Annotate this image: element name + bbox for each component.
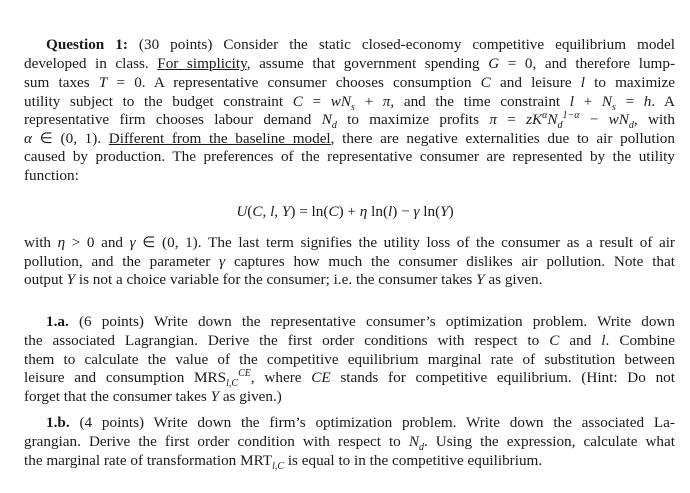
text-segment: s <box>612 102 616 114</box>
text-segment: d <box>418 442 424 454</box>
text-line <box>24 55 675 73</box>
math-symbol: η <box>359 203 368 220</box>
text-segment: d <box>628 120 634 132</box>
text-segment: forget that the consumer takes <box>24 388 211 405</box>
text-line <box>24 234 675 252</box>
math-symbol: α <box>24 130 32 147</box>
text-segment: ln( <box>419 203 441 220</box>
text-line <box>24 109 675 132</box>
text-line <box>24 74 675 92</box>
math-symbol: π <box>489 111 497 128</box>
text-line <box>24 130 675 148</box>
text-segment: ) = ln( <box>290 203 329 220</box>
math-symbol: l <box>569 93 575 110</box>
text-line <box>46 36 675 54</box>
text-line <box>46 414 675 432</box>
text-segment: with <box>24 234 58 251</box>
text-segment: function: <box>24 167 79 184</box>
math-symbol: Y <box>476 271 485 288</box>
text-segment: and leisure <box>490 74 581 91</box>
math-symbol: h <box>643 93 652 110</box>
text-segment: pollution, and the parameter <box>24 253 220 270</box>
math-symbol: C <box>328 203 339 220</box>
text-line <box>24 271 675 289</box>
math-symbol: N <box>321 111 332 128</box>
text-segment: , and the time constraint <box>390 93 570 110</box>
math-symbol: γ <box>219 253 226 270</box>
math-symbol: l <box>601 332 606 349</box>
text-segment: CE <box>238 367 251 379</box>
text-segment: ∈ (0, 1). <box>31 130 109 147</box>
text-segment: to maximize profits <box>336 111 490 128</box>
math-symbol: γ <box>413 203 420 220</box>
text-segment: leisure and consumption MRS <box>24 369 227 386</box>
text-segment: + <box>354 93 383 110</box>
text-line <box>24 167 675 185</box>
text-segment: > 0 and <box>65 234 130 251</box>
text-segment: = <box>302 93 331 110</box>
math-symbol: CE <box>311 369 331 386</box>
text-segment: d <box>557 120 563 132</box>
text-segment: , with <box>633 111 675 128</box>
text-line <box>24 332 675 350</box>
text-line <box>46 313 675 331</box>
math-symbol: G <box>488 55 500 72</box>
math-symbol: C <box>480 74 491 91</box>
math-symbol: Y <box>66 271 76 288</box>
math-symbol: C <box>292 93 303 110</box>
text-segment: (6 points) Write down the representative consumer’s optimization problem. Write down <box>68 313 675 330</box>
math-symbol: wN <box>608 111 629 128</box>
text-segment: l,C <box>226 378 239 390</box>
text-segment: as given.) <box>219 388 282 405</box>
text-segment: ln( <box>367 203 389 220</box>
text-line <box>24 388 675 406</box>
text-segment: − <box>579 111 609 128</box>
math-symbol: N <box>601 93 613 110</box>
text-line <box>24 367 675 390</box>
text-segment: the associated Lagrangian. Derive the first order conditions with respect to <box>24 332 550 349</box>
section-label: 1.b. <box>46 414 70 431</box>
text-segment: to maximize <box>584 74 675 91</box>
text-segment: . A <box>651 93 675 110</box>
text-segment: 1−α <box>562 109 580 121</box>
text-segment: = <box>615 93 644 110</box>
math-symbol: T <box>98 74 108 91</box>
math-symbol: U <box>236 203 248 220</box>
text-segment: . Using the expression, calculate what <box>423 433 675 450</box>
text-segment: s <box>351 102 355 114</box>
text-segment: (4 points) Write down the firm’s optimization problem. Write down the associated La- <box>69 414 675 431</box>
underlined-text: For simplicity <box>157 55 247 72</box>
math-symbol: C, l, Y <box>252 203 291 220</box>
text-segment: ) <box>448 203 454 220</box>
text-line <box>24 93 675 114</box>
math-symbol: wN <box>330 93 352 110</box>
utility-equation <box>0 203 690 221</box>
text-segment: is equal to in the competitive equilibrium. <box>284 452 543 469</box>
text-segment: ) − <box>392 203 414 220</box>
text-line <box>24 253 675 271</box>
math-symbol: C <box>549 332 560 349</box>
text-segment: = 0, and therefore lump- <box>499 55 675 72</box>
math-symbol: π <box>382 93 391 110</box>
text-segment: = <box>496 111 527 128</box>
text-segment: developed in class. <box>24 55 158 72</box>
section-label: Question 1: <box>46 36 128 53</box>
math-symbol: l <box>388 203 393 220</box>
text-segment: output <box>24 271 67 288</box>
text-segment: utility subject to the budget constraint <box>24 93 293 110</box>
text-segment: stands for competitive equilibrium. (Hint: Do not <box>330 369 675 386</box>
text-segment: ) + <box>338 203 360 220</box>
text-line <box>24 351 675 369</box>
text-segment: caused by production. The preferences of the representative consumer are represented by the utility <box>24 148 675 165</box>
text-segment: . Combine <box>605 332 675 349</box>
math-symbol: N <box>547 111 558 128</box>
text-segment: ( <box>247 203 253 220</box>
text-segment: ∈ (0, 1). The last term signifies the utility loss of the consumer as a result of air <box>135 234 675 251</box>
text-line <box>24 148 675 166</box>
text-line <box>24 452 675 473</box>
math-symbol: l <box>580 74 585 91</box>
math-symbol: N <box>408 433 419 450</box>
text-segment: l,C <box>272 461 285 473</box>
section-label: 1.a. <box>46 313 69 330</box>
math-symbol: zK <box>526 111 543 128</box>
text-segment: representative firm chooses labour demand <box>24 111 322 128</box>
text-segment: , there are negative externalities due to air pollution <box>330 130 675 147</box>
math-symbol: Y <box>210 388 220 405</box>
math-symbol: Y <box>440 203 449 220</box>
math-symbol: γ <box>129 234 136 251</box>
text-segment: , where <box>250 369 312 386</box>
underlined-text: Different from the baseline model <box>108 130 331 147</box>
text-segment: is not a choice variable for the consumer; i.e. the consumer takes <box>75 271 477 288</box>
text-segment: and <box>559 332 602 349</box>
text-line <box>24 433 675 454</box>
text-segment: α <box>542 109 548 121</box>
text-segment: = 0. A representative consumer chooses consumption <box>107 74 481 91</box>
text-segment: as given. <box>484 271 543 288</box>
text-segment: d <box>331 120 337 132</box>
text-segment: them to calculate the value of the competitive equilibrium marginal rate of substitution between <box>24 351 675 368</box>
text-segment: , assume that government spending <box>246 55 489 72</box>
text-segment: the marginal rate of transformation MRT <box>24 452 273 469</box>
text-segment: captures how much the consumer dislikes air pollution. Note that <box>225 253 675 270</box>
text-segment: grangian. Derive the first order condition with respect to <box>24 433 409 450</box>
text-segment: + <box>574 93 602 110</box>
text-segment: (30 points) Consider the static closed-economy competitive equilibrium model <box>127 36 675 53</box>
text-segment: sum taxes <box>24 74 99 91</box>
math-symbol: η <box>57 234 66 251</box>
